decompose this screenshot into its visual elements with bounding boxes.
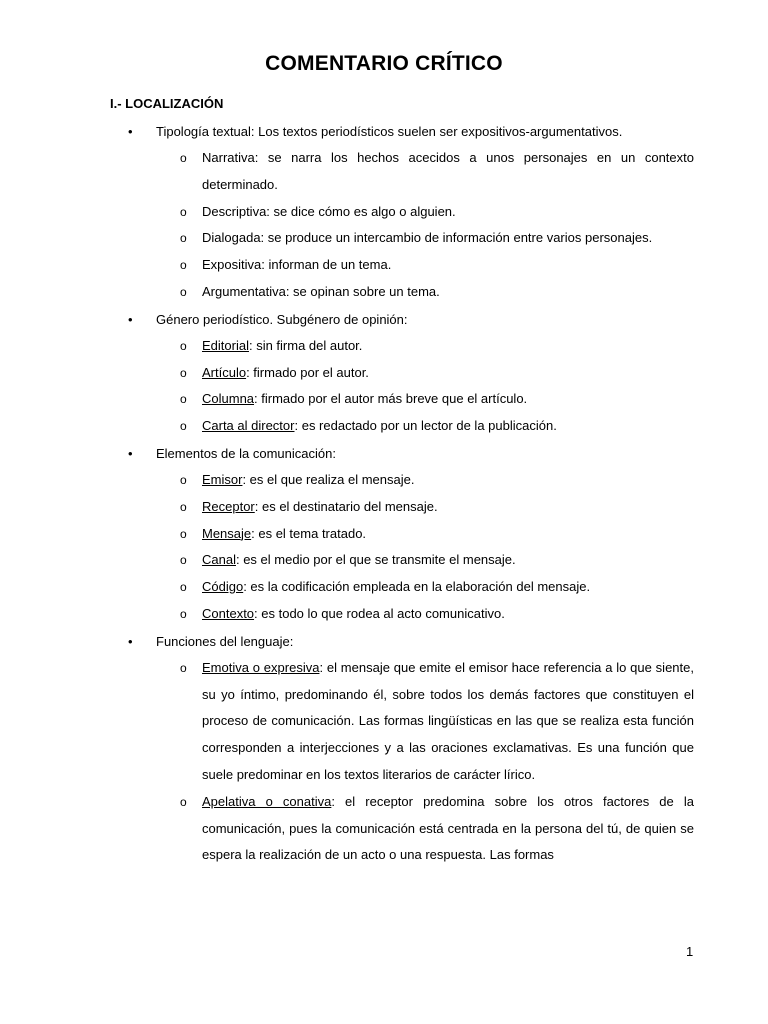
sub-item-description: : es la codificación empleada en la elaboración del mensaje. bbox=[243, 579, 591, 595]
sub-item-text bbox=[202, 279, 694, 306]
sub-marker: o bbox=[180, 204, 187, 219]
sub-marker: o bbox=[180, 526, 187, 541]
sub-marker: o bbox=[180, 419, 187, 434]
sub-item-description: : se dice cómo es algo o alguien. bbox=[266, 203, 456, 219]
sub-marker: o bbox=[180, 794, 187, 809]
sub-list-item bbox=[0, 574, 694, 601]
sub-item-description: : se produce un intercambio de información entre varios personajes. bbox=[260, 230, 653, 246]
section-heading: I.- LOCALIZACIÓN bbox=[110, 96, 224, 111]
sub-item-text bbox=[202, 655, 694, 789]
bullet-item bbox=[0, 628, 696, 655]
sub-marker: o bbox=[180, 660, 187, 675]
sub-item-text bbox=[202, 521, 694, 548]
sub-item-text bbox=[202, 360, 694, 387]
sub-list-item bbox=[0, 199, 694, 226]
sub-item-term: Emotiva o expresiva bbox=[202, 659, 320, 675]
sub-item-term: Mensaje bbox=[202, 525, 252, 541]
bullet-item bbox=[0, 306, 696, 333]
sub-list-item bbox=[0, 494, 694, 521]
sub-item-description: : se narra los hechos acecidos a unos personajes en un contexto determinado. bbox=[202, 150, 694, 192]
sub-item-text bbox=[202, 252, 694, 279]
sub-item-description: : se opinan sobre un tema. bbox=[285, 283, 440, 299]
sub-list-item bbox=[0, 360, 694, 387]
sub-marker: o bbox=[180, 392, 187, 407]
sub-item-term: Artículo bbox=[202, 364, 247, 380]
sub-item-description: : firmado por el autor más breve que el artículo. bbox=[254, 391, 528, 407]
sub-item-description: : firmado por el autor. bbox=[246, 364, 369, 380]
bullet-label: Tipología textual: Los textos periodísticos suelen ser expositivos-argumentativos. bbox=[156, 124, 623, 139]
bullet-label: Elementos de la comunicación: bbox=[156, 445, 336, 461]
sub-list-item bbox=[0, 386, 694, 413]
bullet-marker: • bbox=[128, 124, 133, 139]
sub-marker: o bbox=[180, 553, 187, 568]
sub-list-item bbox=[0, 145, 694, 199]
sub-list-item bbox=[0, 547, 694, 574]
sub-item-term: Canal bbox=[202, 552, 236, 568]
sub-marker: o bbox=[180, 258, 187, 273]
bullet-label: Género periodístico. Subgénero de opinión: bbox=[156, 311, 408, 327]
sub-list-item bbox=[0, 225, 694, 252]
sub-item-text bbox=[202, 333, 694, 360]
sub-item-text bbox=[202, 145, 694, 199]
sub-list bbox=[0, 333, 768, 440]
sub-item-term: Emisor bbox=[202, 471, 243, 487]
bullet-marker: • bbox=[128, 633, 133, 649]
bullet-marker: • bbox=[128, 445, 133, 461]
page-title: COMENTARIO CRÍTICO bbox=[265, 52, 503, 75]
sub-list-item bbox=[0, 655, 694, 789]
sub-item-term: Receptor bbox=[202, 498, 255, 514]
sub-list-item bbox=[0, 789, 694, 869]
sub-item-description: : es el tema tratado. bbox=[251, 525, 367, 541]
sub-item-text bbox=[202, 574, 694, 601]
sub-marker: o bbox=[180, 580, 187, 595]
bullet-item bbox=[0, 440, 696, 467]
sub-list-item bbox=[0, 252, 694, 279]
sub-item-text bbox=[202, 547, 694, 574]
sub-item-description: : es el que realiza el mensaje. bbox=[242, 471, 415, 487]
sub-item-term: Apelativa o conativa bbox=[202, 793, 332, 809]
sub-list-item bbox=[0, 413, 694, 440]
sub-item-term: Código bbox=[202, 579, 244, 595]
sub-list bbox=[0, 145, 768, 306]
sub-item-text bbox=[202, 789, 694, 869]
sub-list-item bbox=[0, 279, 694, 306]
sub-item-term: Carta al director bbox=[202, 418, 295, 434]
sub-item-term: Descriptiva bbox=[202, 203, 267, 219]
sub-marker: o bbox=[180, 151, 187, 165]
content-list bbox=[0, 118, 768, 869]
bullet-marker: • bbox=[128, 311, 133, 327]
sub-item-term: Narrativa bbox=[202, 150, 255, 165]
sub-item-text bbox=[202, 386, 694, 413]
sub-item-description: : es todo lo que rodea al acto comunicativo. bbox=[254, 605, 505, 621]
sub-item-description: : es redactado por un lector de la publicación. bbox=[294, 418, 557, 434]
sub-item-term: Dialogada bbox=[202, 230, 261, 246]
sub-item-text bbox=[202, 225, 694, 252]
sub-list-item bbox=[0, 521, 694, 548]
bullet-item bbox=[0, 118, 696, 145]
sub-item-term: Expositiva bbox=[202, 257, 262, 273]
sub-marker: o bbox=[180, 472, 187, 487]
sub-list-item bbox=[0, 467, 694, 494]
bullet-label: Funciones del lenguaje: bbox=[156, 633, 294, 649]
sub-item-description: : es el medio por el que se transmite el mensaje. bbox=[235, 552, 516, 568]
sub-item-text bbox=[202, 413, 694, 440]
sub-item-description: : es el destinatario del mensaje. bbox=[254, 498, 438, 514]
sub-item-text bbox=[202, 467, 694, 494]
sub-item-text bbox=[202, 494, 694, 521]
sub-item-description: : el receptor predomina sobre los otros factores de la comunicación, pues la comunicación está centrada en la persona del tú, de quien se espera la realización de un acto o una respuesta. Las formas bbox=[202, 793, 694, 863]
sub-item-term: Columna bbox=[202, 391, 255, 407]
sub-item-term: Argumentativa bbox=[202, 283, 286, 299]
sub-item-text bbox=[202, 601, 694, 628]
sub-marker: o bbox=[180, 284, 187, 299]
sub-list-item bbox=[0, 601, 694, 628]
sub-item-term: Contexto bbox=[202, 605, 255, 621]
sub-item-term: Editorial bbox=[202, 337, 249, 353]
sub-item-description: : el mensaje que emite el emisor hace referencia a lo que siente, su yo íntimo, predominando él, sobre todos los demás factores que constituyen el proceso de comunicación. Las formas lingüísticas en las que se realiza esta función corresponden a interjecciones y a las oraciones exclamativas. Es una función que suele predominar en los textos literarios de carácter lírico. bbox=[202, 659, 694, 782]
sub-list bbox=[0, 467, 768, 628]
page-number: 1 bbox=[686, 944, 694, 959]
sub-marker: o bbox=[180, 231, 187, 246]
sub-marker: o bbox=[180, 499, 187, 514]
sub-list bbox=[0, 655, 768, 869]
sub-item-text bbox=[202, 199, 694, 226]
sub-marker: o bbox=[180, 606, 187, 621]
sub-marker: o bbox=[180, 338, 187, 353]
sub-item-description: : informan de un tema. bbox=[261, 257, 392, 273]
sub-marker: o bbox=[180, 365, 187, 380]
sub-item-description: : sin firma del autor. bbox=[248, 337, 363, 353]
sub-list-item bbox=[0, 333, 694, 360]
